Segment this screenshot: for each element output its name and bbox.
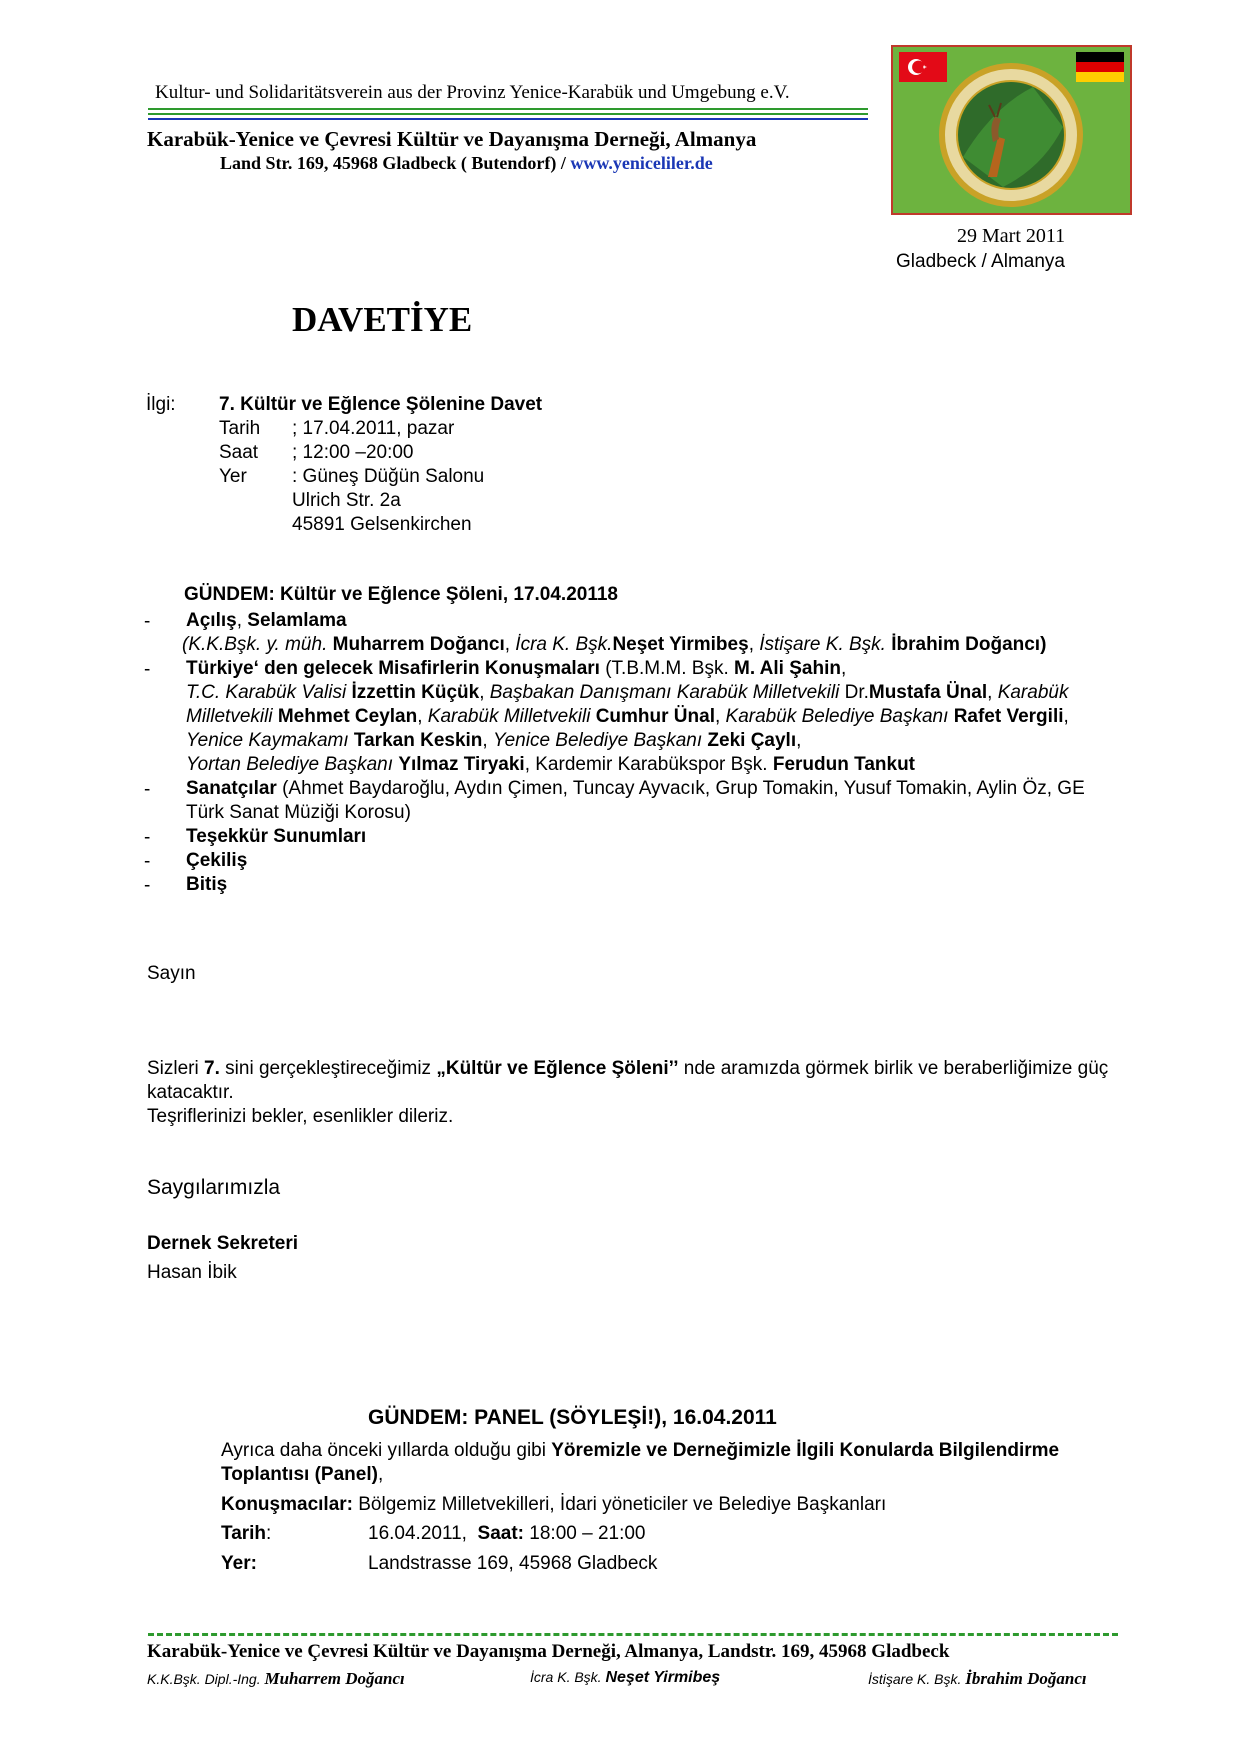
text-run: (T.B.M.M. Bşk. — [599, 658, 734, 679]
ilgi-row-saat-label: Saat — [219, 442, 259, 463]
header-rule-blue — [148, 118, 868, 120]
text-run: sini gerçekleştireceğimiz — [219, 1058, 437, 1079]
list-bullet: - — [144, 875, 151, 896]
footer-president-name: Muharrem Doğancı — [264, 1669, 405, 1688]
agenda-item-text: Açılış — [186, 610, 237, 631]
signature-name: Hasan İbik — [147, 1262, 237, 1283]
agenda-item-thanks: Teşekkür Sunumları — [186, 826, 367, 847]
text-run: , — [840, 658, 847, 679]
footer-advisory-name: İbrahim Doğancı — [965, 1669, 1087, 1688]
text-run: , — [482, 730, 493, 751]
text-run: , — [1063, 706, 1069, 727]
header-rule-green-2 — [148, 113, 868, 115]
ilgi-row-yer-value: : Güneş Düğün Salonu — [292, 466, 485, 487]
text-run: T.C. Karabük Valisi — [186, 682, 352, 703]
letter-line: Teşriflerinizi bekler, esenlikler dileriz. — [147, 1106, 454, 1127]
german-flag-icon — [1076, 52, 1124, 82]
text-run: Mehmet Ceylan — [277, 706, 418, 727]
text-run: , Kardemir Karabükspor Bşk. — [524, 754, 773, 775]
footer-advisory-title: İstişare K. Bşk. — [868, 1671, 966, 1687]
website-link[interactable]: www.yeniceliler.de — [570, 153, 713, 173]
panel-time-value: 18:00 – 21:00 — [524, 1523, 646, 1544]
text-run: , — [796, 730, 802, 751]
text-run: Dr. — [844, 682, 869, 703]
text-run: Yortan Belediye Başkanı — [186, 754, 399, 775]
ilgi-row-tarih-value: ; 17.04.2011, pazar — [292, 418, 455, 439]
text-run: Tarkan Keskin — [353, 730, 483, 751]
footer-dashed-rule — [148, 1633, 1118, 1636]
list-bullet: - — [144, 851, 151, 872]
ilgi-row-tarih-label: Tarih — [219, 418, 261, 439]
panel-place-value: Landstrasse 169, 45968 Gladbeck — [368, 1553, 658, 1574]
salutation: Sayın — [147, 963, 196, 984]
text-run: Karabük Milletvekili — [427, 706, 596, 727]
text-run: Ayrıca daha önceki yıllarda olduğu gibi — [221, 1440, 552, 1461]
text-run: Milletvekili — [186, 706, 278, 727]
german-association-name: Kultur- und Solidaritätsverein aus der Provinz Yenice-Karabük und Umgebung e.V. — [155, 82, 790, 103]
text-run: İcra K. Bşk. — [515, 634, 613, 655]
text-run: Mustafa Ünal — [868, 682, 988, 703]
agenda-item-guests-line — [186, 682, 1068, 704]
agenda-heading: GÜNDEM: Kültür ve Eğlence Şöleni, 17.04.20118 — [184, 584, 618, 605]
panel-speakers-value: Bölgemiz Milletvekilleri, İdari yöneticiler ve Belediye Başkanları — [352, 1494, 887, 1515]
seal-icon — [939, 63, 1083, 207]
text-run: Yılmaz Tiryaki — [398, 754, 525, 775]
header-rule-green — [148, 108, 868, 110]
agenda-item-opening-detail — [182, 634, 1046, 656]
panel-speakers — [221, 1494, 886, 1516]
ilgi-label: İlgi: — [146, 394, 176, 415]
text-run: Muharrem Doğancı — [332, 634, 505, 655]
footer-exec-title: İcra K. Bşk. — [530, 1669, 606, 1685]
header-address — [220, 153, 713, 174]
panel-date-value: 16.04.2011, — [368, 1523, 467, 1544]
turkish-association-name: Karabük-Yenice ve Çevresi Kültür ve Dayanışma Derneği, Almanya — [147, 127, 757, 151]
agenda-item-raffle: Çekiliş — [186, 850, 248, 871]
text-run: M. Ali Şahin — [734, 658, 841, 679]
text-run: Sanatçılar — [186, 778, 277, 799]
text-run: Neşet Yirmibeş — [612, 634, 749, 655]
text-run: 7. — [204, 1058, 220, 1079]
agenda-item-text: Selamlama — [247, 610, 347, 631]
agenda-item-guests-line — [186, 754, 915, 776]
text-run: Sizleri — [147, 1058, 205, 1079]
footer-president — [147, 1669, 405, 1689]
text-run: Rafet Vergili — [953, 706, 1064, 727]
text-run: Yenice Kaymakamı — [186, 730, 354, 751]
agenda-item-guests-line — [186, 730, 801, 752]
text-run: , — [479, 682, 490, 703]
agenda-item-end: Bitiş — [186, 874, 228, 895]
text-run: Cumhur Ünal — [595, 706, 715, 727]
panel-date-colon: : — [266, 1523, 272, 1544]
footer-president-title: K.K.Bşk. Dipl.-Ing. — [147, 1671, 265, 1687]
panel-speakers-label: Konuşmacılar: — [221, 1494, 353, 1515]
text-run: Türk Sanat Müziği Korosu) — [186, 802, 411, 823]
panel-date-label-text: Tarih — [221, 1523, 267, 1544]
letter-place: Gladbeck / Almanya — [896, 251, 1065, 272]
text-run: Yöremizle ve Derneğimizle İlgili Konularda Bilgilendirme — [551, 1440, 1060, 1461]
text-run: Ferudun Tankut — [772, 754, 915, 775]
footer-advisory-chair — [868, 1669, 1087, 1689]
logo-graphic — [893, 47, 1130, 213]
association-logo — [891, 45, 1132, 215]
text-run: , — [987, 682, 998, 703]
text-run: Zeki Çaylı — [707, 730, 797, 751]
ilgi-address-line: 45891 Gelsenkirchen — [292, 514, 472, 535]
list-bullet: - — [144, 611, 151, 632]
letter-line — [147, 1058, 1108, 1080]
ilgi-address-line: Ulrich Str. 2a — [292, 490, 401, 511]
signature-role: Dernek Sekreteri — [147, 1233, 299, 1254]
agenda-item-separator: , — [236, 610, 248, 631]
footer-exec-chair — [530, 1669, 720, 1687]
text-run: (Ahmet Baydaroğlu, Aydın Çimen, Tuncay Ayvacık, Grup Tomakin, Yusuf Tomakin, Aylin Öz, GE — [276, 778, 1085, 799]
text-run: , — [377, 1464, 384, 1485]
agenda-item-opening — [186, 610, 347, 632]
text-run: nde aramızda görmek birlik ve beraberliğimize güç — [678, 1058, 1109, 1079]
text-run: İstişare K. Bşk. — [759, 634, 892, 655]
panel-place-label: Yer: — [221, 1553, 257, 1574]
text-run: Başbakan Danışmanı Karabük Milletvekili — [489, 682, 845, 703]
panel-intro-line — [221, 1464, 383, 1486]
turkish-flag-icon — [899, 52, 947, 82]
text-run: Karabük Belediye Başkanı — [725, 706, 954, 727]
text-run: Türkiye‘ den gelecek Misafirlerin Konuşmaları — [186, 658, 600, 679]
ilgi-row-saat-value: ; 12:00 –20:00 — [292, 442, 414, 463]
address-text: Land Str. 169, 45968 Gladbeck ( Butendorf) / — [220, 153, 571, 173]
page-title: DAVETİYE — [292, 300, 473, 339]
ilgi-subject: 7. Kültür ve Eğlence Şölenine Davet — [219, 394, 543, 415]
text-run: İbrahim Doğancı) — [891, 634, 1047, 655]
panel-date-label — [221, 1523, 271, 1545]
panel-time-label: Saat: — [477, 1523, 524, 1544]
list-bullet: - — [144, 659, 151, 680]
ilgi-row-yer-label: Yer — [219, 466, 247, 487]
text-run: , — [417, 706, 428, 727]
closing: Saygılarımızla — [147, 1176, 281, 1199]
text-run: Toplantısı (Panel) — [221, 1464, 378, 1485]
panel-heading: GÜNDEM: PANEL (SÖYLEŞİ!), 16.04.2011 — [368, 1406, 777, 1429]
text-run: Karabük — [997, 682, 1069, 703]
text-run: , — [504, 634, 516, 655]
panel-intro-line — [221, 1440, 1059, 1462]
letter-date: 29 Mart 2011 — [957, 225, 1066, 247]
list-bullet: - — [144, 827, 151, 848]
panel-date-time — [368, 1523, 646, 1545]
agenda-item-guests-line — [186, 706, 1069, 728]
text-run: „Kültür ve Eğlence Şöleni’’ — [436, 1058, 679, 1079]
text-run: Yenice Belediye Başkanı — [492, 730, 708, 751]
footer-address: Karabük-Yenice ve Çevresi Kültür ve Dayanışma Derneği, Almanya, Landstr. 169, 45968 Gladbeck — [147, 1641, 950, 1662]
list-bullet: - — [144, 779, 151, 800]
letter-line: katacaktır. — [147, 1082, 234, 1103]
agenda-item-artists-line — [186, 802, 411, 824]
text-run: , — [748, 634, 760, 655]
agenda-item-guests-line — [186, 658, 846, 680]
agenda-item-artists-line — [186, 778, 1085, 800]
text-run: İzzettin Küçük — [351, 682, 480, 703]
text-run: (K.K.Bşk. y. müh. — [182, 634, 333, 655]
text-run: , — [714, 706, 726, 727]
footer-exec-name: Neşet Yirmibeş — [605, 1669, 721, 1686]
